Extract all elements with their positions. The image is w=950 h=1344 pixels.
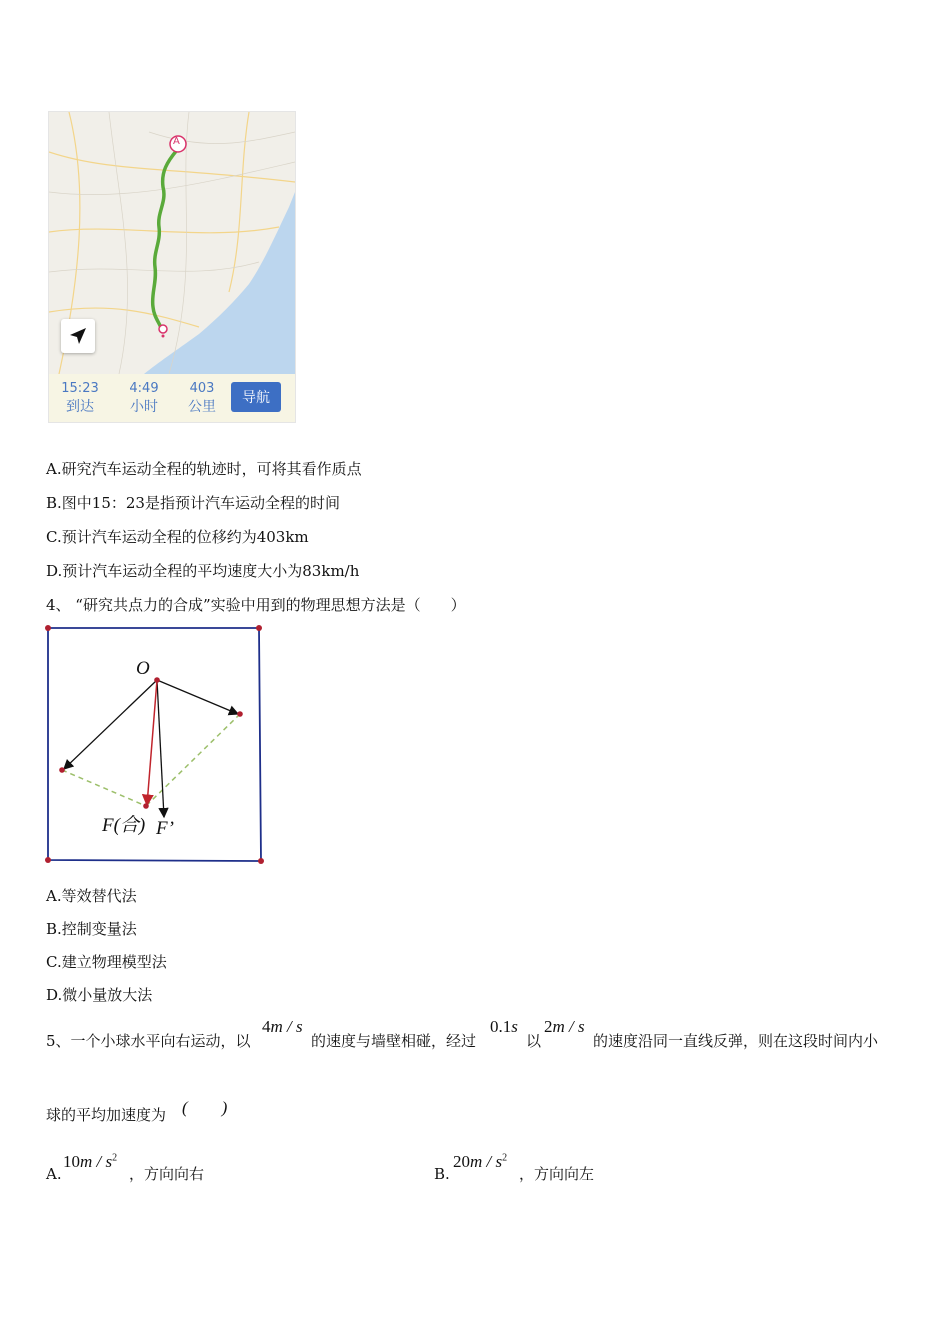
q3-option-d: D.预计汽车运动全程的平均速度大小为83km/h xyxy=(46,562,360,580)
q4-option-c: C.建立物理模型法 xyxy=(46,953,167,971)
route-map-image xyxy=(48,111,296,423)
duration-unit: 小时 xyxy=(130,399,158,415)
q5-option-a-value: $10m / s^2$ xyxy=(63,1152,118,1171)
distance-value: 403 xyxy=(189,381,215,396)
q4-option-a: A.等效替代法 xyxy=(46,887,137,905)
q5-option-a-text: ，方向向右 xyxy=(129,1165,205,1183)
q5-option-a-letter: A. xyxy=(46,1165,62,1183)
locate-button[interactable] xyxy=(61,319,95,353)
force-diagram xyxy=(44,624,266,866)
navigation-arrow-icon xyxy=(67,325,89,347)
arrival-stat xyxy=(55,380,105,416)
q3-option-b: B.图中15：23是指预计汽车运动全程的时间 xyxy=(46,494,340,512)
q5-initial-velocity: 4m / s xyxy=(262,1017,303,1036)
q4-option-d: D.微小量放大法 xyxy=(46,986,153,1004)
q5-stem-mid2: 以 xyxy=(526,1032,542,1050)
q3-option-c: C.预计汽车运动全程的位移约为403km xyxy=(46,528,309,546)
navigate-button[interactable]: 导航 xyxy=(231,382,281,412)
duration-value: 4:49 xyxy=(129,381,159,396)
q5-answer-parentheses: ( ) xyxy=(182,1098,228,1117)
q4-option-b: B.控制变量法 xyxy=(46,920,137,938)
route-summary-bar xyxy=(49,374,295,422)
q5-option-b-value: $20m / s^2$ xyxy=(453,1152,508,1171)
distance-stat xyxy=(177,380,227,416)
q4-stem: 4、 “研究共点力的合成”实验中用到的物理思想方法是（ ） xyxy=(46,596,466,614)
q5-stem-prefix: 5、一个小球水平向右运动，以 xyxy=(46,1032,251,1050)
origin-label: O xyxy=(136,658,150,679)
arrival-label: 到达 xyxy=(66,399,94,415)
q5-contact-time: 0.1s xyxy=(490,1017,518,1036)
distance-unit: 公里 xyxy=(188,399,216,415)
q5-rebound-velocity: 2m / s xyxy=(544,1017,585,1036)
duration-stat xyxy=(119,380,169,416)
q5-option-b-letter: B. xyxy=(434,1165,450,1183)
q5-option-b-text: ，方向向左 xyxy=(519,1165,595,1183)
arrival-time: 15:23 xyxy=(61,381,99,396)
q3-option-a: A.研究汽车运动全程的轨迹时，可将其看作质点 xyxy=(46,460,362,478)
resultant-force-label: F(合) xyxy=(102,815,146,836)
start-marker-label: A xyxy=(173,136,180,147)
q5-stem-line2: 球的平均加速度为 xyxy=(46,1106,167,1124)
q5-stem-suffix: 的速度沿同一直线反弹，则在这段时间内小 xyxy=(593,1032,879,1050)
q5-stem-mid1: 的速度与墙壁相碰，经过 xyxy=(311,1032,477,1050)
measured-force-label: F’ xyxy=(156,818,174,839)
force-composition-figure xyxy=(44,624,266,866)
